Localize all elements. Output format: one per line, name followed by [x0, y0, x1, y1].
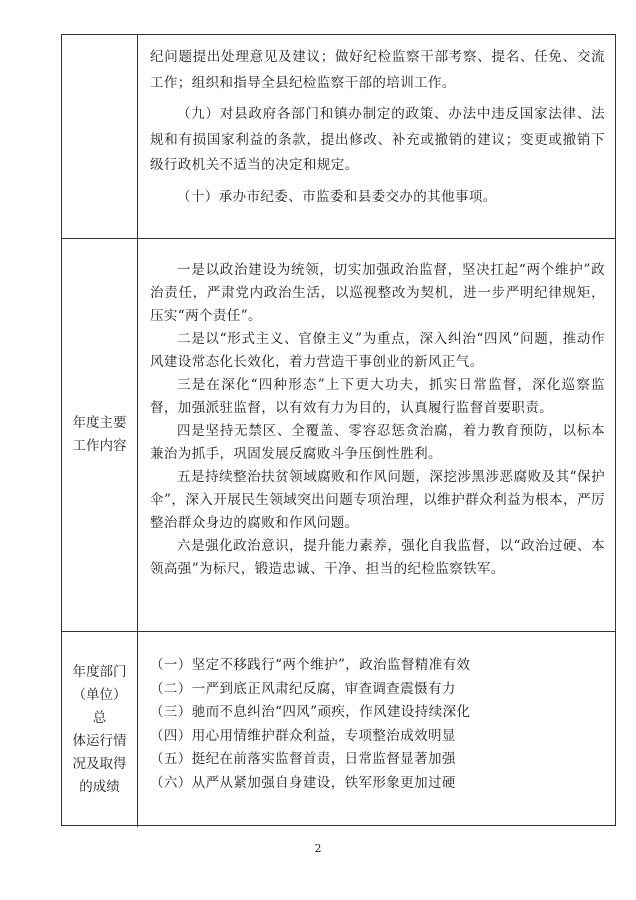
annual-work-paragraph: 六是强化政治意识，提升能力素养，强化自我监督，以“政治过硬、本领高强”为标尺，锻造忠诚、干净、担当的纪检监察铁军。: [150, 538, 605, 577]
annual-work-paragraph: 三是在深化“四种形态”上下更大功夫，抓实日常监督，深化巡察监督，加强派驻监督，以有效有力为目的，认真履行监督首要职责。: [150, 377, 605, 416]
duties-continued-row: [62, 35, 615, 239]
annual-work-content-cell: [138, 239, 615, 631]
results-list-item: （一）坚定不移践行“两个维护”，政治监督精准有效: [150, 657, 471, 673]
report-table: [61, 34, 616, 826]
results-list-item: （六）从严从紧加强自身建设，铁军形象更加过硬: [150, 774, 456, 791]
results-list-item: （四）用心用情维护群众利益，专项整治成效明显: [150, 727, 456, 744]
annual-results-label-cell: [62, 632, 138, 827]
results-list-item: （三）驰而不息纠治“四风”顽疾，作风建设持续深化: [150, 704, 471, 720]
annual-results-label: 年度部门 （单位）总 体运行情 况及取得 的成绩: [72, 663, 127, 795]
annual-work-paragraph: 二是以“形式主义、官僚主义”为重点，深入纠治“四风”问题，推动作风建设常态化长效化，着力营造干事创业的新风正气。: [150, 331, 605, 370]
annual-results-content-cell: [138, 632, 615, 827]
duties-label-cell: [62, 35, 138, 238]
results-list-item: （五）挺纪在前落实监督首责，日常监督显著加强: [150, 751, 456, 767]
duties-item-10: （十）承办市纪委、市监委和县委交办的其他事项。: [177, 188, 497, 205]
annual-results-row: [62, 632, 615, 827]
annual-work-paragraph: 四是坚持无禁区、全覆盖、零容忍惩贪治腐，着力教育预防，以标本兼治为抓手，巩固发展反腐败斗争压倒性胜利。: [150, 423, 605, 462]
results-list-item: （二）一严到底正风肃纪反腐，审查调查震慑有力: [150, 680, 456, 697]
duties-item-9: （九）对县政府各部门和镇办制定的政策、办法中违反国家法律、法规和有损国家利益的条款，提出修改、补充或撤销的建议；变更或撤销下级行政机关不适当的决定和规定。: [150, 106, 605, 173]
annual-work-label-cell: [62, 239, 138, 631]
page-number: 2: [314, 842, 322, 855]
annual-work-paragraph: 五是持续整治扶贫领域腐败和作风问题，深挖涉黑涉恶腐败及其“保护伞”，深入开展民生领域突出问题专项治理，以维护群众利益为根本，严厉整治群众身边的腐败和作风问题。: [150, 469, 605, 531]
duties-line-continued: 纪问题提出处理意见及建议；做好纪检监察干部考察、提名、任免、交流工作；组织和指导全县纪检监察干部的培训工作。: [150, 49, 605, 91]
annual-work-label: 年度主要 工作内容: [72, 415, 127, 454]
annual-work-row: [62, 239, 615, 632]
duties-content-cell: [138, 35, 615, 238]
annual-work-paragraph: 一是以政治建设为统领，切实加强政治监督，坚决扛起“两个维护”政治责任，严肃党内政治生活，以巡视整改为契机，进一步严明纪律规矩，压实“两个责任”。: [150, 262, 605, 324]
